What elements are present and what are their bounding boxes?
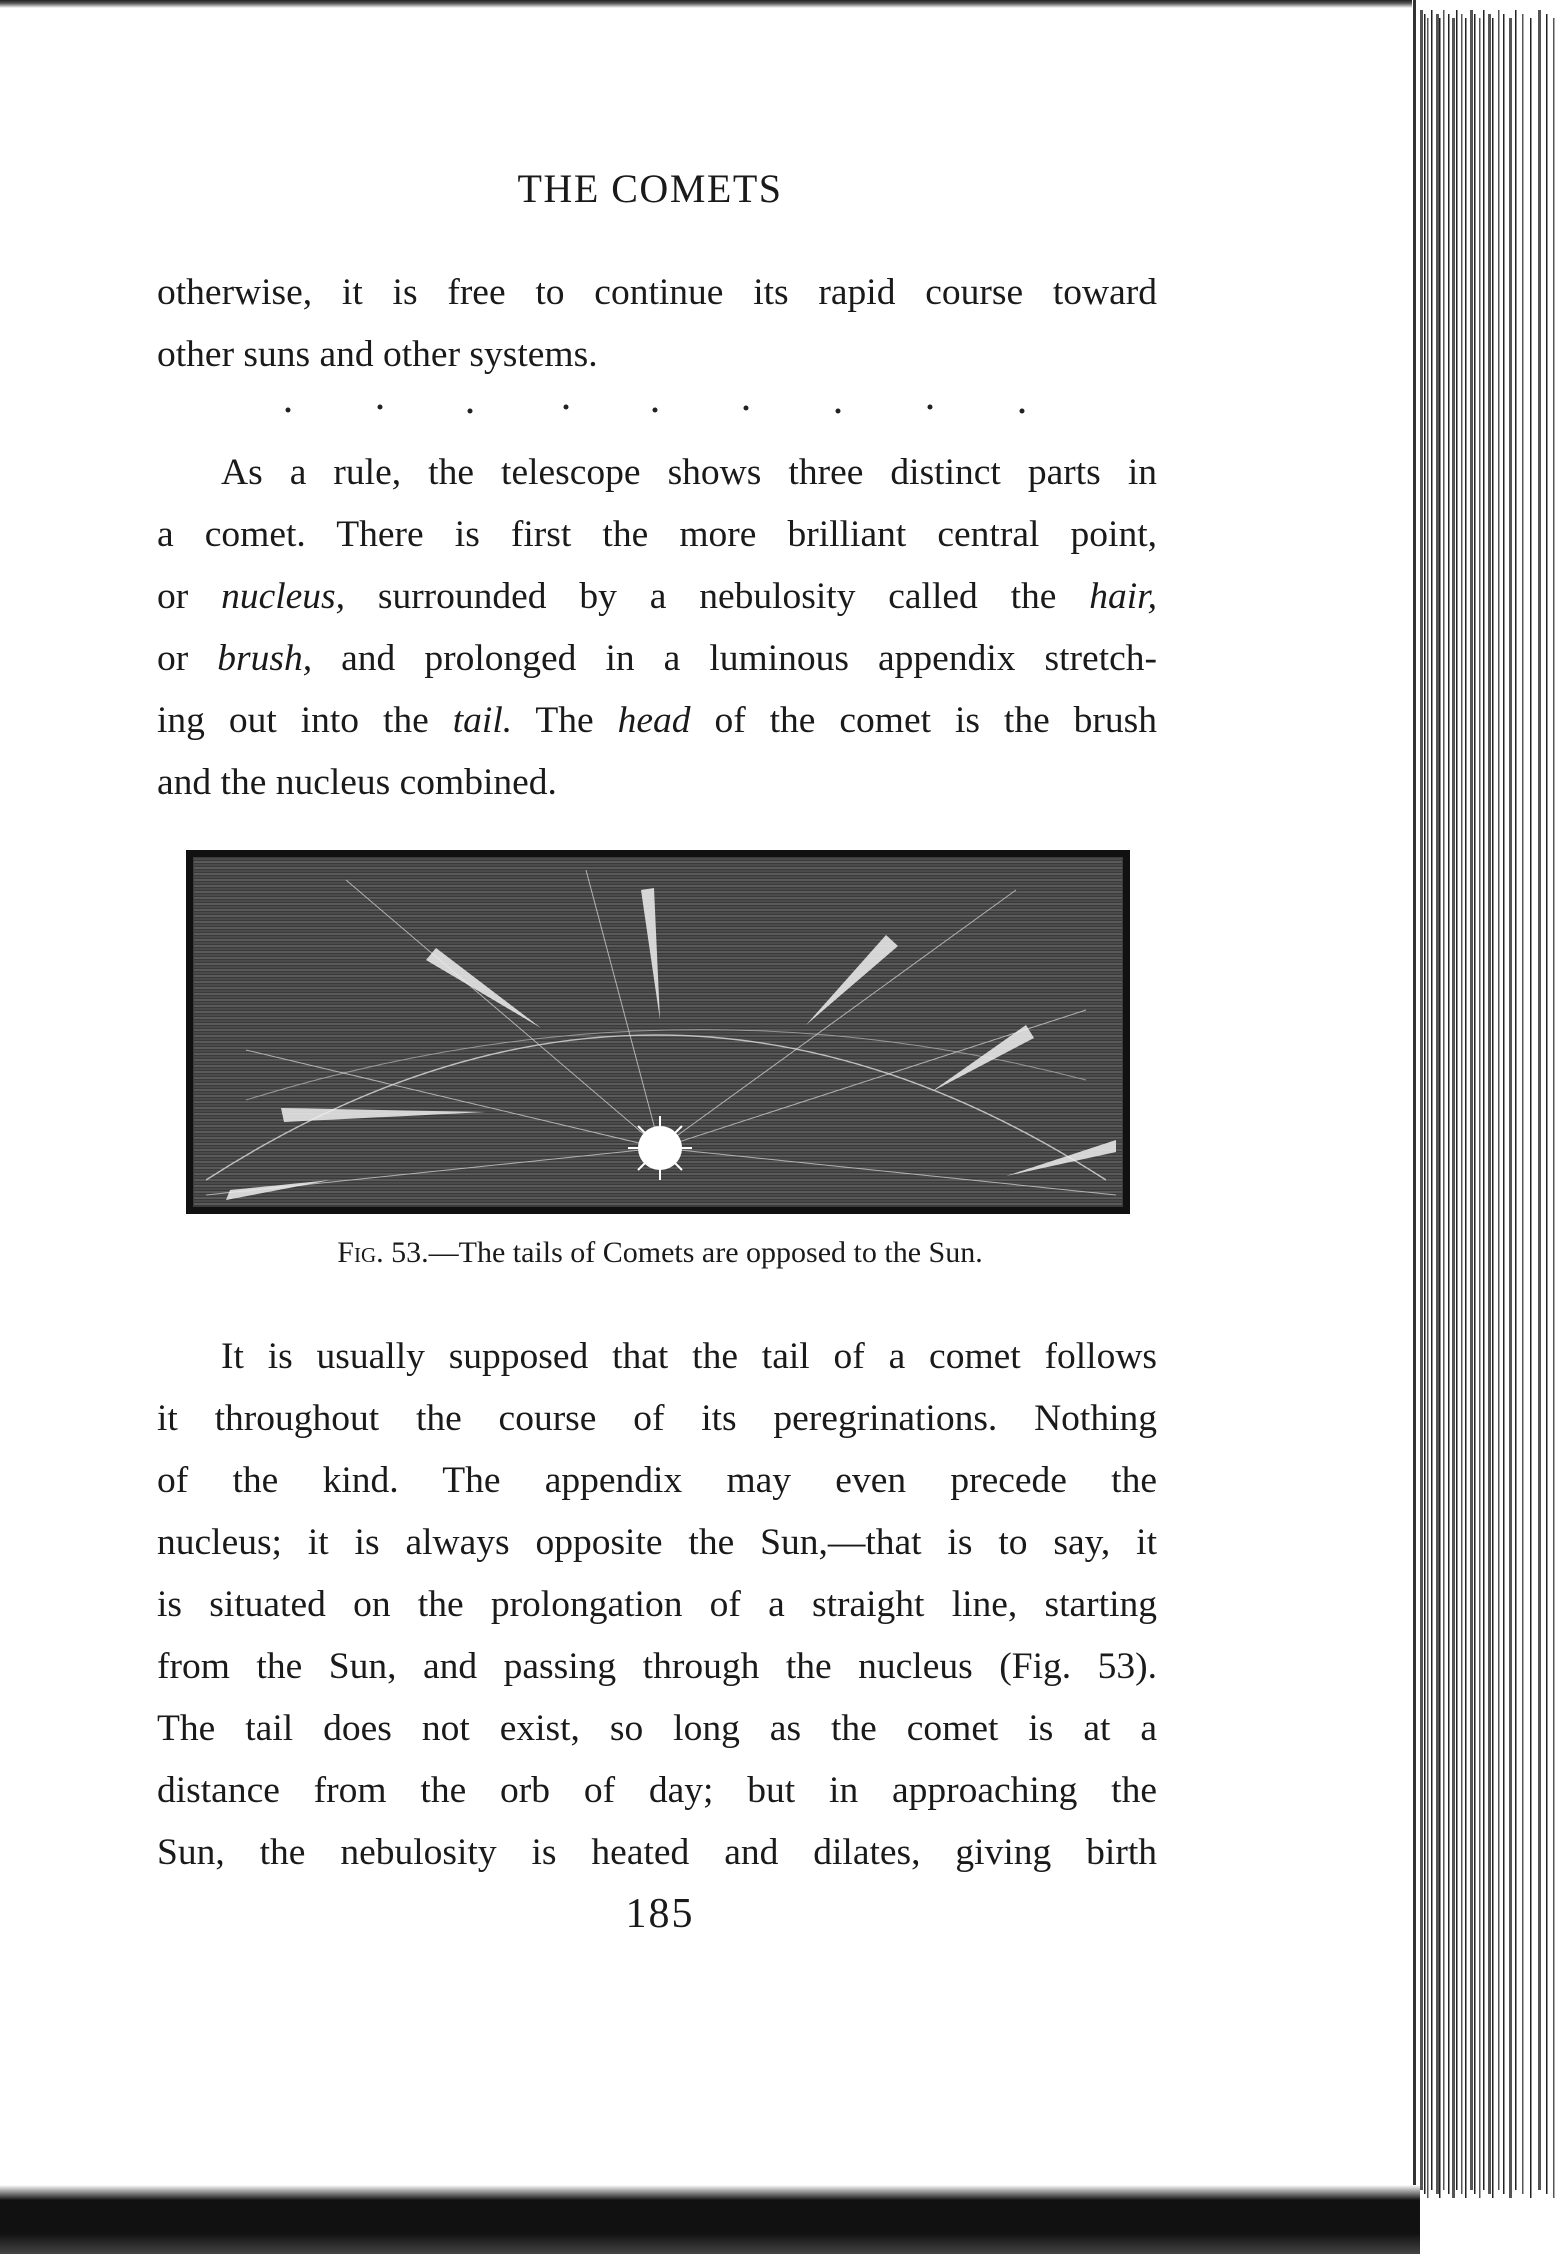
text-line: ing out into the tail. The head of the comet is the brush bbox=[157, 700, 1157, 741]
comet-engraving-figure bbox=[186, 850, 1130, 1214]
paragraph-3 bbox=[157, 1326, 1157, 1884]
text-line: and the nucleus combined. bbox=[157, 762, 557, 803]
text-line: The tail does not exist, so long as the comet is at a bbox=[157, 1708, 1157, 1749]
scan-top-edge bbox=[0, 0, 1560, 8]
text-line: or brush, and prolonged in a luminous appendix stretch- bbox=[157, 638, 1157, 679]
text-line: other suns and other systems. bbox=[157, 334, 598, 375]
paragraph-1 bbox=[157, 262, 1157, 386]
text-line: Sun, the nebulosity is heated and dilates, giving birth bbox=[157, 1832, 1157, 1873]
text-line: nucleus; it is always opposite the Sun,—that is to say, it bbox=[157, 1522, 1157, 1563]
text-line: from the Sun, and passing through the nucleus (Fig. 53). bbox=[157, 1646, 1157, 1687]
text-line: or nucleus, surrounded by a nebulosity called the hair, bbox=[157, 576, 1157, 617]
text-line: distance from the orb of day; but in approaching the bbox=[157, 1770, 1157, 1811]
text-line: a comet. There is first the more brilliant central point, bbox=[157, 514, 1157, 555]
text-line: As a rule, the telescope shows three distinct parts in bbox=[221, 452, 1157, 493]
text-line: of the kind. The appendix may even precede the bbox=[157, 1460, 1157, 1501]
figure-caption: Fig. 53.—The tails of Comets are opposed to the Sun. bbox=[337, 1236, 983, 1269]
paragraph-2 bbox=[157, 442, 1157, 814]
text-line: is situated on the prolongation of a straight line, starting bbox=[157, 1584, 1157, 1625]
running-head: THE COMETS bbox=[517, 166, 783, 211]
text-line: It is usually supposed that the tail of a comet follows bbox=[221, 1336, 1157, 1377]
scan-bottom-edge bbox=[0, 2185, 1420, 2254]
book-page-edges bbox=[1412, 0, 1560, 2254]
text-line: otherwise, it is free to continue its rapid course toward bbox=[157, 272, 1157, 313]
page-number: 185 bbox=[625, 1891, 695, 1937]
text-line: it throughout the course of its peregrinations. Nothing bbox=[157, 1398, 1157, 1439]
section-break-dots bbox=[270, 395, 1050, 425]
